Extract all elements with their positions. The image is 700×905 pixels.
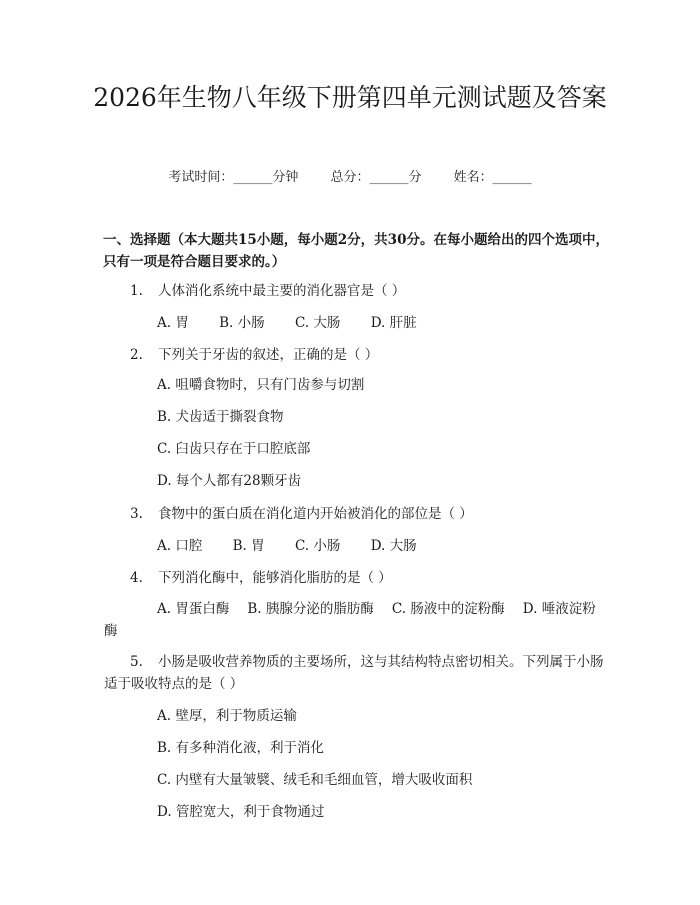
question-2-option-a: A. 咀嚼食物时，只有门齿参与切割 — [157, 377, 365, 393]
question-5-stem — [104, 651, 609, 695]
option-c: C. 肠液中的淀粉酶 — [391, 601, 505, 617]
question-5-option-d: D. 管腔宽大，利于食物通过 — [157, 804, 325, 820]
exam-score: 总分：______分 — [330, 170, 422, 185]
question-1-stem — [130, 280, 610, 302]
option-d: D. 大肠 — [370, 538, 417, 554]
option-b: B. 胃 — [232, 538, 265, 554]
option-a: A. 胃蛋白酶 — [157, 601, 230, 617]
student-name: 姓名：______ — [453, 170, 532, 185]
option-a: A. 口腔 — [157, 538, 203, 554]
question-3-options — [157, 535, 607, 557]
question-1-options — [157, 312, 607, 334]
question-5-option-a: A. 壁厚，利于物质运输 — [157, 708, 297, 724]
question-4-options — [104, 598, 609, 642]
option-c: C. 大肠 — [294, 315, 341, 331]
option-a: A. 胃 — [157, 315, 189, 331]
question-number: 5. — [130, 654, 143, 670]
question-2-option-d: D. 每个人都有28颗牙齿 — [157, 473, 302, 489]
question-number: 3. — [130, 506, 143, 522]
question-5-option-c: C. 内壁有大量皱襞、绒毛和毛细血管，增大吸收面积 — [157, 772, 473, 788]
question-text: 食物中的蛋白质在消化道内开始被消化的部位是（ ） — [158, 506, 473, 522]
question-number: 4. — [130, 570, 143, 586]
question-text: 小肠是吸收营养物质的主要场所，这与其结构特点密切相关。下列属于小肠适于吸收特点的是（ ） — [104, 654, 604, 692]
exam-meta — [0, 168, 700, 188]
question-3-stem — [130, 503, 610, 525]
question-text: 下列关于牙齿的叙述，正确的是（ ） — [158, 347, 379, 363]
option-d: D. 唾液淀粉酶 — [104, 601, 596, 639]
question-2-option-b: B. 犬齿适于撕裂食物 — [157, 409, 284, 425]
question-number: 1. — [130, 283, 143, 299]
question-5-option-b: B. 有多种消化液，利于消化 — [157, 740, 325, 756]
option-b: B. 胰腺分泌的脂肪酶 — [247, 601, 374, 617]
question-4-stem — [130, 567, 610, 589]
option-b: B. 小肠 — [219, 315, 265, 331]
question-2-stem — [130, 344, 610, 366]
exam-time: 考试时间：______分钟 — [168, 170, 299, 185]
question-text: 人体消化系统中最主要的消化器官是（ ） — [158, 283, 406, 299]
question-number: 2. — [130, 347, 143, 363]
question-text: 下列消化酶中，能够消化脂肪的是（ ） — [158, 570, 392, 586]
question-2-option-c: C. 臼齿只存在于口腔底部 — [157, 441, 311, 457]
section-heading: 一、选择题（本大题共15小题，每小题2分，共30分。在每小题给出的四个选项中，只有一项是符合题目要求的。） — [103, 232, 609, 270]
option-c: C. 小肠 — [294, 538, 341, 554]
option-d: D. 肝脏 — [370, 315, 417, 331]
page-title: 2026年生物八年级下册第四单元测试题及答案 — [93, 83, 607, 112]
